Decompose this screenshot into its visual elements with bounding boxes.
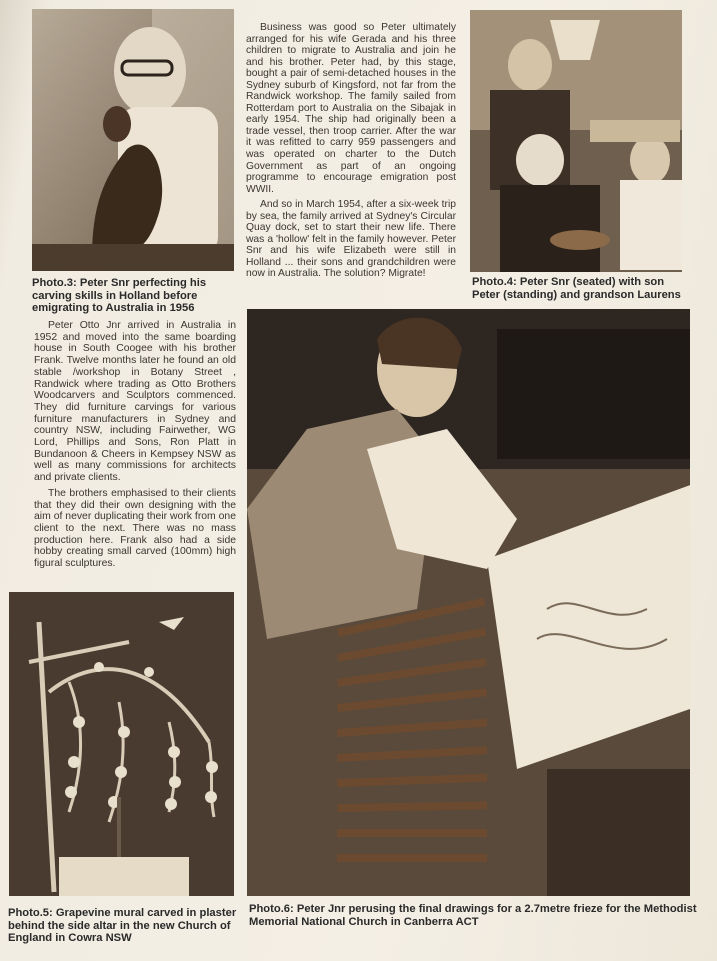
article-top-column xyxy=(246,22,456,284)
photo-6-caption: Photo.6: Peter Jnr perusing the final drawings for a 2.7metre frieze for the Methodist Memorial National Church in Canberra ACT xyxy=(249,903,697,928)
photo-5-image xyxy=(9,592,234,896)
photo-3-image xyxy=(32,9,234,271)
photo-5-caption: Photo.5: Grapevine mural carved in plaster behind the side altar in the new Church of England in Cowra NSW xyxy=(8,907,237,945)
photo-4-image xyxy=(470,10,682,272)
paragraph: Peter Otto Jnr arrived in Australia in 1952 and moved into the same boarding house in South Coogee with his brother Frank. Twelve months later he found an old stable /workshop in Botany Street , Randwick where trading as Otto Brothers Woodcarvers and Sculptors commenced. They did furniture carvings for various furniture manufacturers in Sydney and country NSW, including Fairwether, WG Lord, Phillips and Sons, Ron Platt in Bundanoon & Cheers in Kempsey NSW as well as many commissions for architects and private clients. xyxy=(34,320,236,484)
paragraph: Business was good so Peter ultimately arranged for his wife Gerada and his three children to migrate to Australia and join he and his brother. Peter had, by this stage, bought a pair of semi-detached houses in the Sydney suburb of Kingsford, not far from the Randwick workshop. The family sailed from Rotterdam port to Australia on the Sibajak in early 1954. The ship had originally been a trade vessel, then troop carrier. After the war it was refitted to carry 959 passengers and was operated on charter to the Dutch Government as part of an ongoing programme to encourage emigration post WWII. xyxy=(246,22,456,195)
paragraph: The brothers emphasised to their clients that they did their own designing with the aim of never duplicating their work from one client to the next. There was no mass production here. Frank also had a side hobby creating small carved (100mm) high figural sculptures. xyxy=(34,487,236,570)
article-left-column xyxy=(34,320,236,574)
photo-6-image xyxy=(247,309,690,896)
photo-4-caption: Photo.4: Peter Snr (seated) with son Peter (standing) and grandson Laurens xyxy=(472,276,681,301)
paragraph: And so in March 1954, after a six-week trip by sea, the family arrived at Sydney's Circular Quay dock, set to start their new life. There was a 'hollow' felt in the family however. Peter Snr and his wife Elizabeth were still in Holland ... their sons and grandchildren were now in Australia. The solution? Migrate! xyxy=(246,199,456,280)
photo-3-caption: Photo.3: Peter Snr perfecting his carving skills in Holland before emigrating to Australia in 1956 xyxy=(32,277,207,315)
